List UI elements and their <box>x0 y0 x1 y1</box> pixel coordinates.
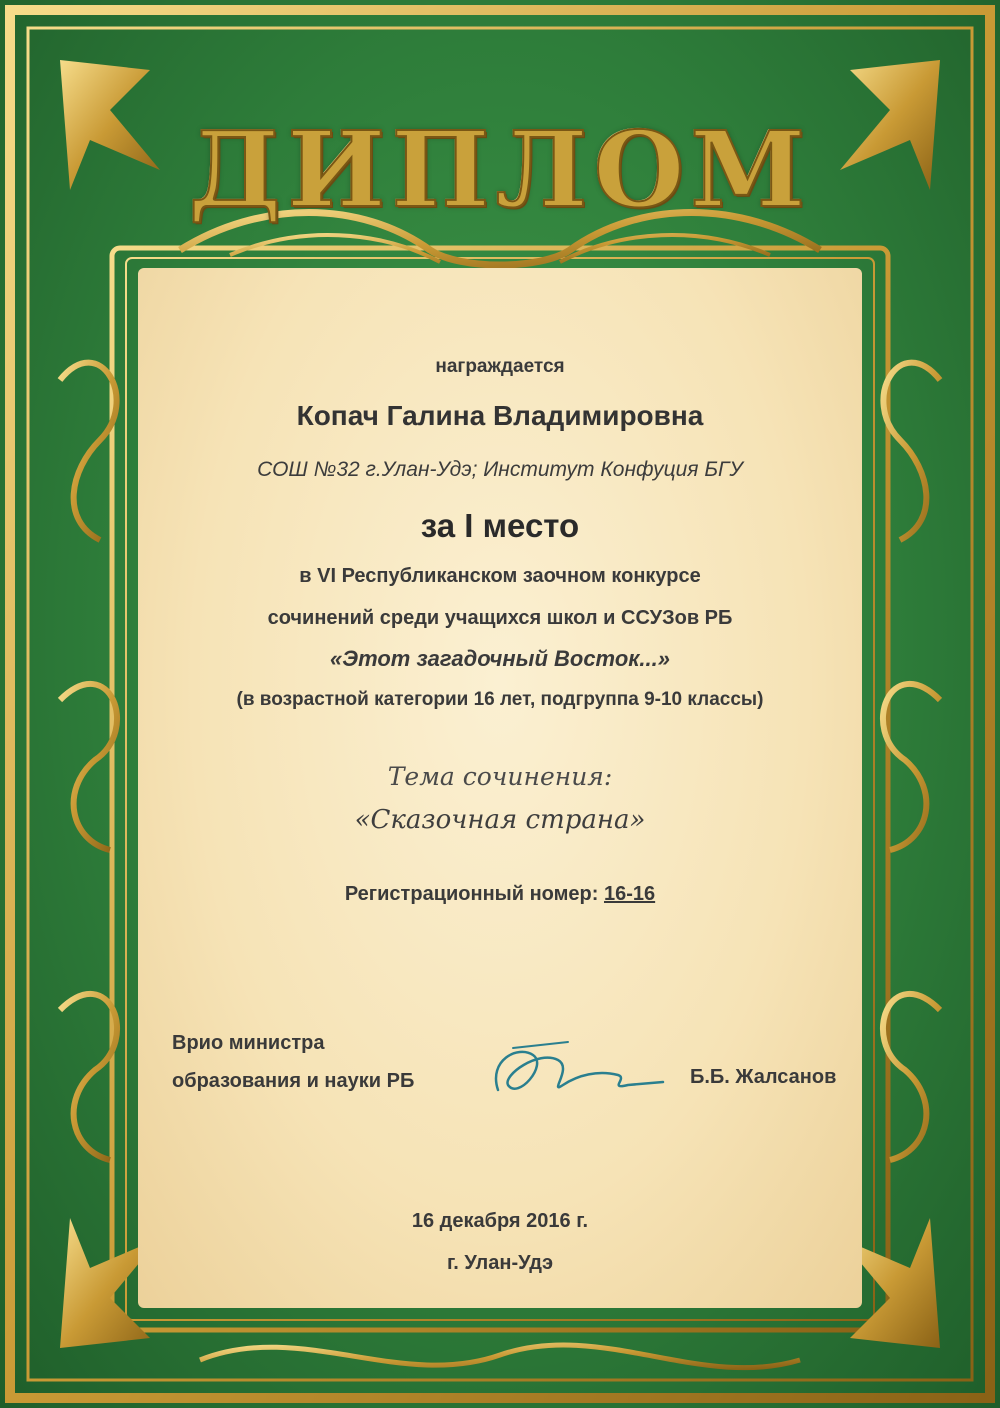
signatory-position-line-2: образования и науки РБ <box>172 1070 415 1092</box>
signatory-position <box>172 1024 414 1100</box>
recipient-school: СОШ №32 г.Улан-Удэ; Институт Конфуция БГУ <box>257 458 743 481</box>
registration-label: Регистрационный номер: <box>344 883 599 905</box>
registration-number: 16-16 <box>603 883 656 905</box>
contest-name: «Этот загадочный Восток...» <box>330 646 670 671</box>
diploma-title: ДИПЛОМ <box>188 108 812 231</box>
registration-line <box>138 883 862 906</box>
age-category: (в возрастной категории 16 лет, подгруппа 9-10 классы) <box>236 689 764 710</box>
issue-date: 16 декабря 2016 г. <box>411 1210 589 1232</box>
awarded-label: награждается <box>435 356 565 377</box>
contest-line-1: в VI Республиканском заочном конкурсе <box>299 565 701 587</box>
handwritten-signature <box>478 1030 668 1110</box>
signatory-position-line-1: Врио министра <box>172 1032 325 1054</box>
issue-city: г. Улан-Удэ <box>446 1252 554 1274</box>
theme-label: Тема сочинения: <box>387 762 613 791</box>
signatory-name: Б.Б. Жалсанов <box>690 1066 837 1088</box>
contest-line-2: сочинений среди учащихся школ и ССУЗов РБ <box>267 607 733 629</box>
recipient-name: Копач Галина Владимировна <box>296 400 704 431</box>
award-place: за I место <box>420 507 580 544</box>
theme-title: «Сказочная страна» <box>354 805 646 835</box>
